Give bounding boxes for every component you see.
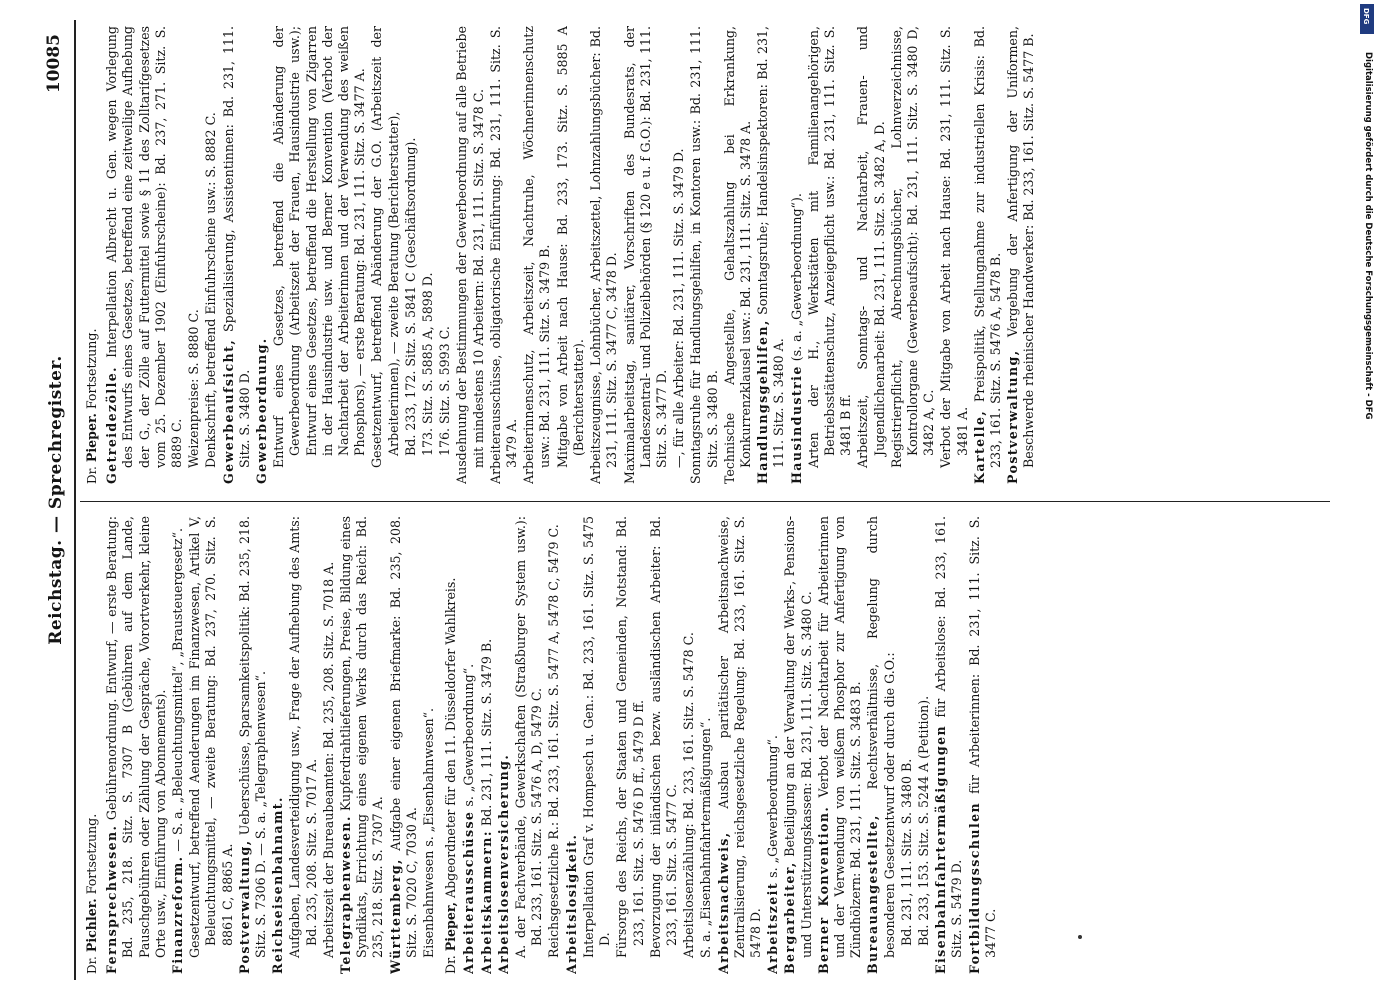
index-entry	[816, 516, 865, 974]
entry-keyword: Reichseisenbahnamt.	[270, 796, 286, 974]
entry-subitem: Registrierpflicht, Abrechnungsbücher, Lohnverzeichnisse, Kontrollorgane (Gewerbeaufsicht): Bd. 231, 111. Sitz. S. 3480 D, 3482 A, C.	[888, 26, 937, 468]
entry-subitem: Arbeitslosenzählung: Bd. 233, 161. Sitz. S. 5478 C.	[681, 632, 697, 958]
index-entry	[789, 26, 805, 484]
entry-subitem: Denkschrift, betreffend Einfuhrscheine usw.: S. 8882 C.	[203, 112, 219, 468]
entry-text: Sonntagsruhe; Handelsinspektoren: Bd. 231, 111. Sitz. S. 3480 A.	[755, 26, 787, 468]
entry-subitem: Bd. 233, 153. Sitz. S. 5244 A (Petition).	[915, 695, 931, 946]
entry-text: s. „Gewerbeordnung“.	[461, 663, 477, 807]
speaker-heading	[84, 26, 100, 484]
index-entry: Technische Angestellte, Gehaltszahlung bei Erkrankung, Konkurrenzklausel usw.: Bd. 231, 111. Sitz. S. 3478 A.	[721, 26, 753, 484]
entry-subitem: Gesetzentwurf, betreffend Aenderungen im Finanzwesen, Artikel V, Beleuchtungsmittel, — zweite Beratung: Bd. 237, 270. Sitz. S. 8861 C, 8865 A.	[187, 516, 235, 958]
entry-subitem: Bd. 233, 172. Sitz. S. 5841 C (Geschäftsordnung).	[402, 137, 418, 456]
index-entry	[782, 516, 814, 974]
speaker-note: Abgeordneter für den 11. Düsseldorfer Wahlkreis.	[443, 577, 459, 899]
entry-subitem: S. a. „Eisenbahnfahrtermäßigungen“.	[698, 717, 714, 958]
entry-keyword: Arbeitslosenversicherung.	[495, 753, 511, 974]
entry-text: Verbot der Nachtarbeit für Arbeiterinnen und der Verwendung von weißem Phosphor zur Anfertigung von Zündhölzern: Bd. 231, 111. Sitz. S. 3483 B.	[815, 516, 864, 958]
index-entry	[170, 516, 186, 974]
speaker-name: Pieper.	[84, 413, 99, 463]
entry-subitem: Arten der H., Werkstätten mit Familienangehörigen, Betriebsstättenschutz, Anzeigepflicht usw.: Bd. 231, 111. Sitz. S. 3481 B ff.	[805, 26, 854, 468]
index-entry	[755, 26, 787, 484]
index-entry	[496, 516, 512, 974]
speaker-heading	[84, 516, 100, 974]
entry-text: s. „Gewerbeordnung“.	[765, 735, 781, 878]
entry-subitem: Gesetzentwurf, betreffend Abänderung der G.O. (Arbeitszeit der Arbeiterinnen), — zweite Beratung (Berichterstatter),	[369, 26, 401, 468]
entry-subitem: Verbot der Mitgabe von Arbeit nach Hause: Bd. 231, 111. Sitz. S. 3481 A.	[938, 26, 970, 468]
entry-keyword: Handlungsgehilfen,	[755, 319, 771, 484]
speck-mark	[1078, 935, 1082, 939]
entry-subitem: Arbeitszeit der Bureaubeamten: Bd. 235, 208. Sitz. S. 7018 A.	[320, 561, 336, 958]
entry-subitem: Interpellation Graf v. Hompesch u. Gen.: Bd. 233, 161. Sitz. S. 5475 D.	[580, 516, 613, 958]
entry-text: — S. a. „Beleuchtungsmittel“, „Brausteuergesetz“.	[170, 527, 186, 852]
index-entry	[254, 26, 270, 484]
entry-keyword: Arbeitszeit	[765, 881, 781, 974]
index-entry	[221, 26, 253, 484]
index-entry	[461, 516, 477, 974]
index-entry	[865, 516, 897, 974]
entry-subitem: —, für alle Arbeiter: Bd. 231, 111. Sitz. S. 3479 D.	[671, 148, 687, 468]
speaker-name: Pichler.	[84, 898, 99, 953]
entry-text: Beteiligung an der Verwaltung der Werks-, Pensions- und Unterstützungskassen: Bd. 231, 111. Sitz. S. 3480 C.	[782, 516, 814, 958]
entry-subitem: 173. Sitz. S. 5885 A, 5898 D.	[420, 272, 436, 456]
entry-keyword: Fortbildungsschulen	[966, 801, 982, 974]
index-entry: Arbeitszeugnisse, Lohnbücher, Arbeitszettel, Lohnzahlungsbücher: Bd. 231, 111. Sitz. S. 3477 C, 3478 D.	[588, 26, 620, 484]
entry-keyword: Eisenbahnfahrtermäßigungen	[933, 724, 949, 974]
entry-subitem: Reichsgesetzliche R.: Bd. 233, 161. Sitz. S. 5477 A, 5478 C, 5479 C.	[546, 524, 562, 958]
index-entry	[104, 26, 185, 484]
entry-keyword: Bergarbeiter,	[782, 861, 798, 974]
entry-subitem: Entwurf eines Gesetzes, betreffend die Abänderung der Gewerbeordnung (Arbeitszeit der Frauen, Hausindustrie usw.); Entwurf eines Gesetzes, betreffend die Herstellung von Zigarren in der Hausindustrie usw. und Berner Konvention (Verbot der Nachtarbeit der Arbeiterinnen und der Verwendung des weißen Phosphors), — erste Beratung: Bd. 231, 111. Sitz. S. 3477 A.	[271, 26, 368, 468]
entry-subitem: Fürsorge des Reichs, der Staaten und Gemeinden, Notstand: Bd. 233, 161. Sitz. S. 5476 D ff., 5479 D ff.	[614, 516, 646, 958]
page-header	[40, 20, 74, 980]
entry-keyword: Getreidezölle.	[104, 366, 120, 484]
entry-text: Ausbau paritätischer Arbeitsnachweise, Zentralisierung, reichsgesetzliche Regelung: Bd. 233, 161. Sitz. S. 5478 D.	[715, 516, 763, 958]
right-column	[84, 26, 1324, 484]
speaker-title: Dr.	[85, 466, 99, 484]
index-entry: Ausdehnung der Bestimmungen der Gewerbeordnung auf alle Betriebe mit mindestens 10 Arbeitern: Bd. 231, 111. Sitz. S. 3478 C.	[454, 26, 486, 484]
index-entry: Arbeiterausschüsse, obligatorische Einführung: Bd. 231, 111. Sitz. S. 3479 A.	[487, 26, 520, 484]
entry-keyword: Finanzreform.	[170, 855, 186, 974]
entry-subitem: Mitgabe von Arbeit nach Hause: Bd. 233, 173. Sitz. S. 5885 A (Berichterstatter).	[554, 26, 586, 468]
index-entry: Maximalarbeitstag, sanitärer, Vorschriften des Bundesrats, der Landeszentral- und Polizeibehörden (§ 120 e u. f G.O.): Bd. 231, 111. Sitz. S. 3477 D.	[621, 26, 669, 484]
entry-text: Bd. 231, 111. Sitz. S. 3479 B.	[478, 638, 494, 827]
entry-text: für Arbeitslose: Bd. 233, 161. Sitz. S. 5479 D.	[933, 516, 965, 958]
entry-keyword: Arbeitsnachweis,	[715, 831, 731, 974]
entry-text: Preispolitik, Stellungnahme zur industriellen Krisis: Bd. 233, 161. Sitz. S. 5476 A, 5478 B.	[971, 26, 1003, 468]
index-entry	[338, 516, 387, 974]
header-rule	[74, 20, 76, 980]
entry-subitem: Bd. 231, 111. Sitz. S. 3480 B.	[898, 758, 914, 946]
index-entry	[237, 516, 269, 974]
entry-text: (s. a. „Gewerbeordnung“).	[788, 193, 804, 362]
entry-text: Ueberschüsse, Sparsamkeitspolitik: Bd. 235, 218. Sitz. S. 7306 D. — S. a. „Telegraphenwesen“.	[236, 516, 269, 958]
entry-keyword: Postverwaltung,	[236, 839, 252, 974]
speaker-title: Dr.	[443, 955, 459, 974]
entry-subitem: Aufgaben, Landesverteidigung usw., Frage der Aufhebung des Amts: Bd. 235, 208. Sitz. S. 7017 A.	[287, 516, 319, 958]
entry-text: Spezialisierung, Assistentinnen: Bd. 231, 111. Sitz. S. 3480 D.	[220, 26, 252, 468]
entry-text: Kupferdrahtlieferungen, Preise, Bildung eines Syndikats, Errichtung eines eigenen Werks durch das Reich: Bd. 235, 218. Sitz. S. 7307 A.	[338, 516, 386, 958]
index-entry	[564, 516, 580, 974]
index-entry	[716, 516, 765, 974]
entry-keyword: Hausindustrie	[788, 365, 804, 484]
entry-text: für Arbeiterinnen: Bd. 231, 111. Sitz. S. 3477 C.	[966, 516, 998, 958]
index-entry	[1005, 26, 1037, 484]
entry-keyword: Telegraphenwesen.	[338, 815, 354, 974]
entry-keyword: Arbeitslosigkeit.	[563, 833, 579, 974]
index-entry	[967, 516, 999, 974]
entry-text: Aufgabe einer eigenen Briefmarke: Bd. 235, 208. Sitz. S. 7020 C, 7030 A.	[387, 516, 419, 958]
index-entry	[933, 516, 965, 974]
entry-text: Rechtsverhältnisse, Regelung durch besonderen Gesetzentwurf oder durch die G.O.:	[865, 516, 897, 958]
entry-text: Interpellation Albrecht u. Gen. wegen Vorlegung des Entwurfs eines Gesetzes, betreffend eine zeitweilige Aufhebung der G., der Zölle auf Futtermittel sowie § 11 des Zolltarifgesetzes vom 25. Dezember 1902 (Einfuhrscheine): Bd. 237, 271. Sitz. S. 8889 C.	[104, 26, 185, 468]
entry-subitem: Eisenbahnwesen s. „Eisenbahnwesen“.	[421, 707, 437, 958]
speaker-note: Fortsetzung.	[84, 813, 99, 895]
index-entry: Arbeiterinnenschutz, Arbeitszeit, Nachtruhe, Wöchnerinnenschutz usw.: Bd. 231, 111. Sitz. S. 3479 B.	[521, 26, 553, 484]
index-entry: Sonntagsruhe für Handlungsgehilfen, in Kontoren usw.: Bd. 231, 111. Sitz. S. 3480 B.	[688, 26, 720, 484]
entry-keyword: Württemberg,	[387, 858, 403, 974]
entry-keyword: Berner Konvention.	[815, 805, 831, 974]
index-entry	[388, 516, 420, 974]
index-entry	[270, 516, 286, 974]
entry-keyword: Kartelle,	[971, 409, 987, 484]
entry-keyword: Gewerbeaufsicht,	[220, 338, 236, 484]
entry-keyword: Arbeiterausschüsse	[461, 810, 477, 974]
scanned-page	[40, 20, 1340, 980]
entry-keyword: Gewerbeordnung.	[254, 337, 270, 484]
entry-keyword: Postverwaltung,	[1005, 349, 1021, 484]
entry-text: Vergebung der Anfertigung der Uniformen, Beschwerde rheinischer Handwerker: Bd. 233, 161. Sitz. S. 5477 B.	[1005, 26, 1037, 468]
digitization-note-text: Digitalisierung gefördert durch die Deutsche Forschungsgemeinschaft - DFG	[1363, 52, 1373, 420]
speaker-title: Dr.	[85, 956, 99, 974]
entry-subitem: Arbeitszeit, Sonntags- und Nachtarbeit, Frauen- und Jugendlichenarbeit: Bd. 231, 111. Sitz. S. 3482 A, D.	[855, 26, 887, 468]
entry-subitem: A. der Fachverbände, Gewerkschaften (Straßburger System usw.): Bd. 233, 161. Sitz. S. 5476 A, D, 5479 C.	[513, 516, 545, 958]
page-number: 10085	[44, 34, 64, 94]
digitization-note	[1355, 12, 1377, 572]
speaker-note: Fortsetzung.	[84, 328, 99, 410]
entry-keyword: Arbeitskammern:	[478, 830, 494, 974]
entry-keyword: Fernsprechwesen.	[104, 824, 120, 974]
index-entry	[765, 516, 781, 974]
entry-subitem: Weizenpreise: S. 8880 C.	[186, 309, 202, 468]
entry-text: Gebührenordnung. Entwurf, — erste Beratung: Bd. 235, 218. Sitz. S. 7307 B (Gebühren auf dem Lande, Pauschgebühren oder Zählung der Gespräche, Vorortverkehr, kleine Orte usw., Einführung von Abonnements).	[104, 516, 168, 958]
speaker-name: Pieper,	[443, 902, 459, 952]
left-column	[84, 516, 1324, 974]
dfg-logo-text: DFG	[1362, 8, 1370, 25]
speaker-heading	[443, 516, 459, 974]
index-entry	[479, 516, 495, 974]
entry-subitem: 176. Sitz. S. 5993 C.	[437, 326, 453, 456]
entry-subitem: Bevorzugung der inländischen bezw. ausländischen Arbeiter: Bd. 233, 161. Sitz. S. 5477 C.	[647, 516, 679, 958]
index-entry	[104, 516, 169, 974]
entry-keyword: Bureauangestellte,	[865, 814, 881, 974]
index-entry	[972, 26, 1004, 484]
page-title: Reichstag. — Sprechregister.	[46, 355, 66, 645]
column-divider	[80, 501, 1330, 502]
